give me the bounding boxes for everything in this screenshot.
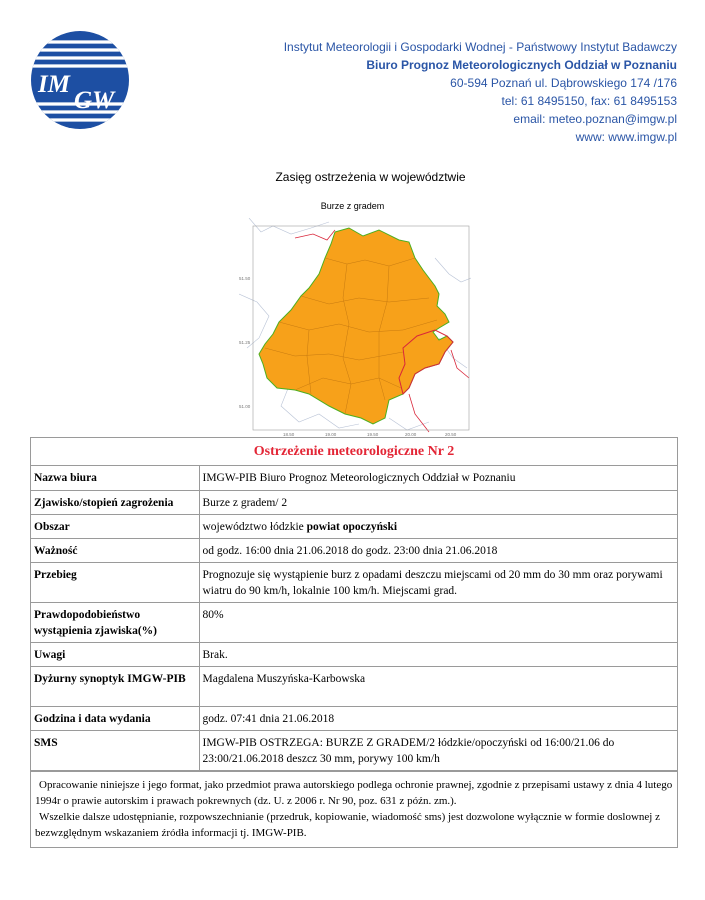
row-value: Magdalena Muszyńska-Karbowska: [199, 666, 677, 706]
svg-text:GW: GW: [74, 87, 115, 114]
svg-text:19.00: 19.00: [325, 432, 337, 437]
address: 60-594 Poznań ul. Dąbrowskiego 174 /176: [450, 76, 677, 90]
warning-table: [31, 466, 677, 771]
svg-text:20.50: 20.50: [445, 432, 457, 437]
table-row: [31, 602, 677, 642]
table-row: [31, 538, 677, 562]
row-label: Obszar: [31, 514, 199, 538]
map-title: Zasięg ostrzeżenia w województwie: [275, 170, 466, 184]
table-row: [31, 514, 677, 538]
area-county: powiat opoczyński: [306, 520, 398, 533]
institute-name: Instytut Meteorologii i Gospodarki Wodnej - Państwowy Instytut Badawczy: [283, 40, 677, 54]
table-row: [31, 730, 677, 770]
row-value: godz. 07:41 dnia 21.06.2018: [199, 706, 677, 730]
phone: tel: 61 8495150, fax: 61 8495153: [501, 94, 677, 108]
row-value: Burze z gradem/ 2: [199, 490, 677, 514]
row-label: Prawdopodobieństwo wystąpienia zjawiska(%): [31, 602, 199, 642]
website: www: www.imgw.pl: [575, 130, 677, 144]
row-value: Prognozuje się wystąpienie burz z opadami deszczu miejscami od 20 mm do 30 mm oraz porywami wiatru do 90 km/h, lokalnie 100 km/h. Miejscami grad.: [199, 562, 677, 602]
svg-text:19.50: 19.50: [367, 432, 379, 437]
svg-text:20.00: 20.00: [405, 432, 417, 437]
row-label: Godzina i data wydania: [31, 706, 199, 730]
row-label: Przebieg: [31, 562, 199, 602]
row-label: Zjawisko/stopień zagrożenia: [31, 490, 199, 514]
row-value: Brak.: [199, 642, 677, 666]
svg-text:51.50: 51.50: [239, 276, 251, 281]
table-row: [31, 562, 677, 602]
row-value: IMGW-PIB Biuro Prognoz Meteorologicznych Oddział w Poznaniu: [199, 466, 677, 490]
row-value: 80%: [199, 602, 677, 642]
table-row: [31, 466, 677, 490]
map-subtitle: Burze z gradem: [320, 201, 385, 211]
imgw-logo: [30, 30, 130, 130]
row-label: SMS: [31, 730, 199, 770]
svg-text:51.00: 51.00: [239, 404, 251, 409]
copyright-note: [31, 771, 677, 847]
svg-text:IM: IM: [38, 71, 70, 98]
office-name: Biuro Prognoz Meteorologicznych Oddział w Poznaniu: [366, 58, 677, 72]
warning-title: Ostrzeżenie meteorologiczne Nr 2: [31, 438, 677, 466]
institute-info: [284, 38, 677, 146]
row-value: od godz. 16:00 dnia 21.06.2018 do godz. 23:00 dnia 21.06.2018: [199, 538, 677, 562]
copyright-text: Opracowanie niniejsze i jego format, jako przedmiot prawa autorskiego podlega ochronie prawnej, zgodnie z przepisami ustawy z dnia 4 lutego 1994r o prawie autorskim i prawach pokrewnych (dz. U. z 2006 r. Nr 90, poz. 631 z późn. zm.).: [35, 778, 673, 807]
row-label: Ważność: [31, 538, 199, 562]
table-row: [31, 706, 677, 730]
row-label: Uwagi: [31, 642, 199, 666]
table-row: [31, 642, 677, 666]
table-row: [31, 490, 677, 514]
row-value: [199, 514, 677, 538]
area-region: województwo łódzkie: [202, 520, 304, 533]
svg-text:51.25: 51.25: [239, 340, 251, 345]
redistribution-text: Wszelkie dalsze udostępnianie, rozpowszechnianie (przedruk, kopiowanie, wiadomość sms) jest dozwolone wyłącznie w formie doslownej z bezwzględnym wskazaniem źródła informacji tj. IMGW-PIB.: [35, 810, 660, 839]
warning-panel: [30, 437, 678, 848]
svg-text:18.50: 18.50: [283, 432, 295, 437]
email: email: meteo.poznan@imgw.pl: [513, 112, 677, 126]
table-row: [31, 666, 677, 706]
row-label: Dyżurny synoptyk IMGW-PIB: [31, 666, 199, 706]
warning-map: [239, 218, 471, 438]
row-value: IMGW-PIB OSTRZEGA: BURZE Z GRADEM/2 łódzkie/opoczyński od 16:00/21.06 do 23:00/21.06.2018 deszcz 30 mm, porywy 100 km/h: [199, 730, 677, 770]
row-label: Nazwa biura: [31, 466, 199, 490]
